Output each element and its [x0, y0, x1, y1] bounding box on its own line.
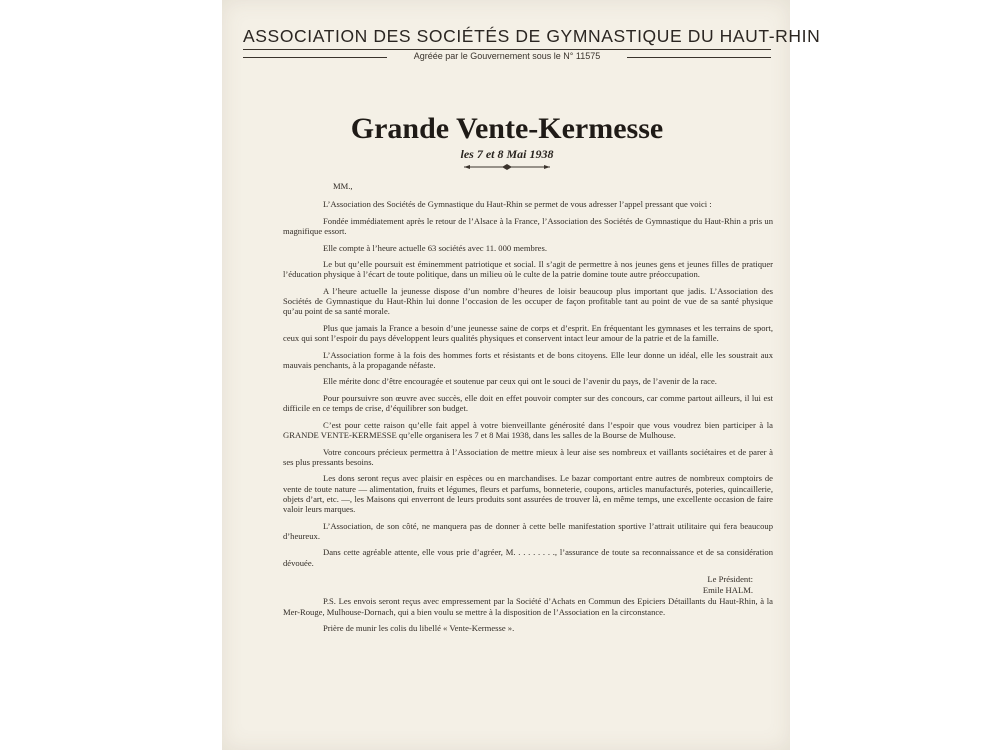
paragraph-9: Pour poursuivre son œuvre avec succès, elle doit en effet pouvoir compter sur des concours, car comme partout ailleurs, il lui est difficile en ce temps de crise, d’équilibrer son budget.: [283, 392, 773, 414]
postscript: P.S. Les envois seront reçus avec empressement par la Société d’Achats en Commun des Epiciers Détaillants du Haut-Rhin, à la Mer-Rouge, Mulhouse-Dornach, qui a bien voulu se mettre à la disposition de l’Association en la circonstance.: [283, 596, 773, 617]
signature-block: [283, 574, 753, 596]
paragraph-2: Fondée immédiatement après le retour de l’Alsace à la France, l’Association des Sociétés de Gymnastique du Haut-Rhin a pris un magnifique essort.: [283, 215, 773, 237]
header-rule-left: [243, 57, 387, 58]
paragraph-12: Les dons seront reçus avec plaisir en espèces ou en marchandises. Le bazar comportant entre autres de nombreux comptoirs de vente de toute nature — alimentation, fruits et légumes, fleurs et parfums, bonneterie, coupons, articles manufacturés, poteries, quincaillerie, objets d’art, etc. —, les Maisons qui enverront de leurs produits sont assurées de trouver là, en même temps, une excellente occasion de faire valoir leurs marques.: [283, 473, 773, 515]
paragraph-8: Elle mérite donc d’être encouragée et soutenue par ceux qui ont le souci de l’avenir du pays, de l’avenir de la race.: [323, 376, 717, 387]
title-flourish: [462, 163, 552, 171]
organization-header: ASSOCIATION DES SOCIÉTÉS DE GYMNASTIQUE DU HAUT-RHIN: [243, 26, 821, 46]
approval-line: Agréée par le Gouvernement sous le N° 11575: [413, 51, 601, 61]
paragraph-5: A l’heure actuelle la jeunesse dispose d’un nombre d’heures de loisir beaucoup plus important que jadis. L’Association des Sociétés de Gymnastique du Haut-Rhin lui donne l’occasion de les occuper de façon profitable tant au point de vue de sa santé physique qu’au point de sa santé morale.: [283, 285, 773, 317]
paragraph-1: L’Association des Sociétés de Gymnastique du Haut-Rhin se permet de vous adresser l’appel pressant que voici :: [323, 199, 712, 210]
paragraph-14: Dans cette agréable attente, elle vous prie d’agréer, M. . . . . . . . ., l’assurance de toute sa reconnaissance et de sa considération dévouée.: [283, 547, 773, 568]
postscript-note: Prière de munir les colis du libellé « Vente-Kermesse ».: [323, 623, 515, 634]
salutation: MM.,: [333, 181, 353, 191]
signature-name: Emile HALM.: [702, 585, 753, 596]
paragraph-10: C’est pour cette raison qu’elle fait appel à votre bienveillante générosité dans l’espoir que vous voudrez bien participer à la GRANDE VENTE-KERMESSE qu’elle organisera les 7 et 8 Mai 1938, dans les salles de la Bourse de Mulhouse.: [283, 419, 773, 441]
paragraph-7: L’Association forme à la fois des hommes forts et résistants et de bons citoyens. Elle leur donne un idéal, elle les soustrait aux mauvais penchants, à la propagande néfaste.: [283, 349, 773, 370]
signature-role: Le Président:: [707, 574, 753, 585]
paragraph-3: Elle compte à l’heure actuelle 63 sociétés avec 11. 000 membres.: [323, 242, 547, 253]
paragraph-13: L’Association, de son côté, ne manquera pas de donner à cette belle manifestation sportive l’attrait utilitaire qui fera beaucoup d’heureux.: [283, 520, 773, 541]
letter-body: [283, 181, 773, 640]
header-rule-right: [627, 57, 771, 58]
event-title: Grande Vente-Kermesse: [350, 112, 664, 145]
paragraph-4: Le but qu’elle poursuit est éminemment patriotique et social. Il s’agit de permettre à nos jeunes gens et jeunes filles de pratiquer l’éducation physique à l’écart de toute politique, dans un milieu où le culte de la patrie domine toute autre préoccupation.: [283, 259, 773, 280]
paragraph-6: Plus que jamais la France a besoin d’une jeunesse saine de corps et d’esprit. En fréquentant les gymnases et les terrains de sport, ceux qui sont l’espoir du pays développent leurs qualités physiques et conservent intact leur amour de la patrie et de la famille.: [283, 322, 773, 344]
event-dates: les 7 et 8 Mai 1938: [460, 147, 554, 161]
paragraph-11: Votre concours précieux permettra à l’Association de mettre mieux à leur aise ses nombreux et vaillants sociétaires et de parer à ses plus pressants besoins.: [283, 446, 773, 467]
header-rule-top: [243, 49, 771, 50]
